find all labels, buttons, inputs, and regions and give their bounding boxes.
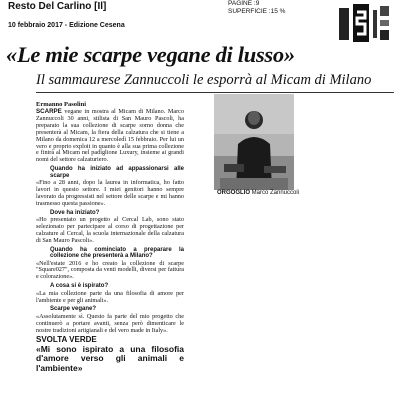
subhead: SVOLTA VERDE	[36, 334, 97, 344]
pull-quote: «Mi sono ispirato a una filosofia d'amore verso gli animali e l'ambiente»	[36, 343, 184, 373]
author-byline: Ermanno Pasolini	[36, 101, 87, 108]
pages-row	[228, 0, 285, 8]
publisher-logo	[335, 2, 393, 44]
dateline: 10 febbraio 2017 - Edizione Cesena	[8, 22, 125, 29]
surface-value: 15 %	[270, 8, 286, 15]
answer-3: «Nell'estate 2016 e ho creato la collezione di scarpe "Square027", composta da venti modelli, diversi per fattura e colorazione».	[36, 259, 184, 281]
question-1: Quando ha iniziato ad appassionarsi alle scarpe	[50, 166, 184, 179]
question-3: Quando ha cominciato a preparare la collezione che presenterà a Milano?	[50, 246, 184, 260]
question-5: Scarpe vegane?	[50, 306, 97, 313]
intro-paragraph	[36, 109, 184, 164]
publication-name: Resto Del Carlino [Il]	[8, 1, 107, 12]
clipping-meta	[228, 0, 285, 16]
answer-2: «Ho presentato un progetto al Cercal Lab, sono stato selezionato per partecipare al corso di progettazione per calzature al Cercal, la scuola internazionale della calzatura di San Mauro Pascoli».	[36, 216, 184, 244]
answer-4: «La mia collezione parte da una filosofia di amore per l'ambiente e per gli animali».	[36, 289, 184, 304]
article-subtitle: Il sammaurese Zannuccoli le esporrà al Micam di Milano	[36, 72, 372, 88]
pages-label: PAGINE :	[228, 0, 256, 7]
title-rule	[36, 92, 394, 93]
question-4: A cosa si è ispirato?	[50, 283, 109, 290]
intro-text: vegane in mostra al Micam di Milano. Marco Zannuccoli 30 anni, stilista di San Mauro Pascoli, ha preparato la sua collezione di scarpe sorno donna che presenterà al Micam, la fiera della calzatura che si tiene a Milano da domenica 12 a mercoledì 15 febbraio. Per lui un vero e proprio exploit in quanto è alla sua prima collezione e finirà al Micam nel padiglione Luxury, insieme ai grandi nomi del settore calzaturiero.	[36, 108, 184, 164]
answer-5: «Assolutamente sì. Questo fa parte del mio progetto che continuerò a portare avanti, senza però dimenticare le nostre tradizioni artigianali e del vero made in Italy».	[36, 312, 184, 334]
question-2: Dove ha iniziato?	[50, 209, 100, 216]
article-title: «Le mie scarpe vegane di lusso»	[6, 42, 295, 67]
article-body	[36, 109, 184, 373]
caption-label: ORGOGLIO	[217, 190, 250, 196]
surface-row	[228, 8, 285, 16]
caption-name: Marco Zannuccoli	[251, 190, 300, 196]
answer-1: «Fino a 28 anni, dopo la laurea in informatica, ho fatto lavori in questo settore. I miei genitori hanno sempre lavorato da progressisti nel settore delle scarpe e mi hanno trasmesso questa passione».	[36, 179, 184, 207]
portrait-photo	[214, 94, 294, 190]
photo-caption	[217, 190, 299, 196]
lead-word: SCARPE	[36, 108, 62, 115]
pages-value: 9	[255, 0, 260, 7]
surface-label: SUPERFICIE :	[228, 8, 271, 15]
